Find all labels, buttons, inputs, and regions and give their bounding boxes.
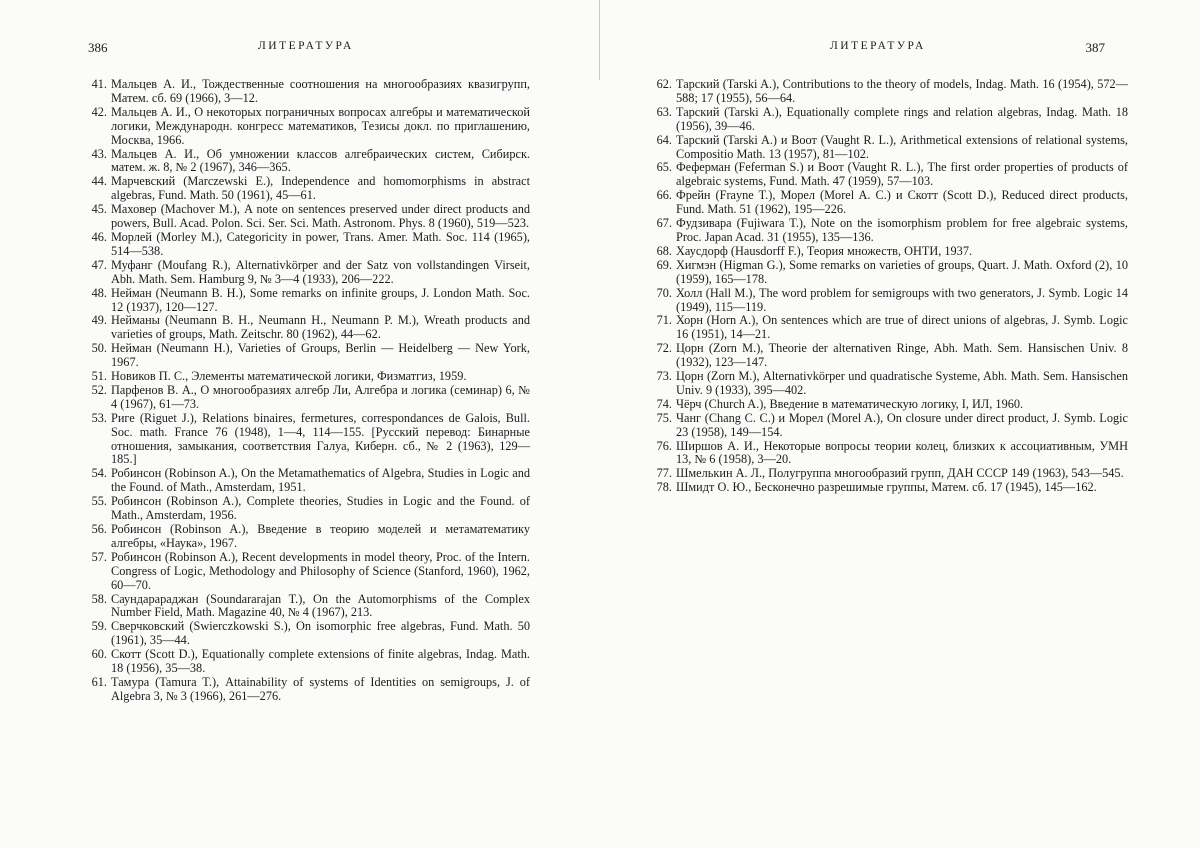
page-number: 386 xyxy=(88,40,108,55)
reference-number: 58. xyxy=(91,591,107,606)
reference-text: Тарский (Tarski A.), Contributions to the theory of models, Indag. Math. 16 (1954), 572—588; 17 (1955), 56—64. xyxy=(676,77,1128,105)
reference-entry xyxy=(650,259,1128,287)
left-page xyxy=(0,0,590,848)
reference-text: Саундарараджан (Soundararajan T.), On the Automorphisms of the Complex Number Field, Math. Magazine 40, № 4 (1967), 213. xyxy=(111,591,530,620)
reference-text: Муфанг (Moufang R.), Alternativkörper and der Satz von vollstandingen Virseit, Abh. Math. Sem. Hamburg 9, № 3—4 (1933), 206—222. xyxy=(111,257,530,286)
reference-entry xyxy=(650,161,1128,189)
reference-number: 72. xyxy=(656,341,672,356)
reference-entry xyxy=(85,78,530,106)
reference-list xyxy=(85,78,530,704)
reference-number: 41. xyxy=(91,77,107,91)
reference-entry xyxy=(650,370,1128,398)
reference-text: Холл (Hall M.), The word problem for semigroups with two generators, J. Symb. Logic 14 (1949), 115—119. xyxy=(676,285,1128,314)
reference-text: Маховер (Machover M.), A note on sentences preserved under direct products and powers, Bull. Acad. Polon. Sci. Ser. Sci. Math. Astronom. Phys. 8 (1960), 519—523. xyxy=(111,202,530,231)
reference-text: Фрейн (Frayne T.), Морел (Morel A. C.) и Скотт (Scott D.), Reduced direct products, Fund. Math. 51 (1962), 195—226. xyxy=(676,188,1128,217)
right-page-header xyxy=(610,40,1200,60)
reference-text: Сверчковский (Swierczkowski S.), On isomorphic free algebras, Fund. Math. 50 (1961), 35—44. xyxy=(111,619,530,648)
reference-text: Чанг (Chang C. C.) и Морел (Morel A.), On closure under direct product, J. Symb. Logic 23 (1958), 149—154. xyxy=(676,410,1128,439)
reference-number: 78. xyxy=(656,480,672,495)
reference-text: Риге (Riguet J.), Relations binaires, fermetures, correspondances de Galois, Bull. Soc. math. France 76 (1948), 1—4, 114—155. [Русский перевод: Бинарные отношения, замыкания, соответствия Галуа, Киберн. сб., № 2 (1963), 129—185.] xyxy=(111,410,530,467)
reference-number: 73. xyxy=(656,369,672,384)
reference-number: 45. xyxy=(91,202,107,217)
reference-entry xyxy=(650,189,1128,217)
reference-text: Феферман (Feferman S.) и Воот (Vaught R. L.), The first order properties of products of algebraic systems, Fund. Math. 47 (1959), 57—103. xyxy=(676,160,1128,189)
reference-number: 49. xyxy=(91,313,107,328)
reference-number: 75. xyxy=(656,410,672,425)
reference-entry xyxy=(85,648,530,676)
reference-entry xyxy=(650,106,1128,134)
reference-entry xyxy=(85,148,530,176)
reference-text: Нейман (Neumann B. H.), Some remarks on infinite groups, J. London Math. Soc. 12 (1937), 120—127. xyxy=(111,285,530,314)
reference-number: 52. xyxy=(91,382,107,397)
reference-entry xyxy=(85,551,530,593)
reference-text: Тарский (Tarski A.) и Воот (Vaught R. L.), Arithmetical extensions of relational systems, Compositio Math. 13 (1957), 81—102. xyxy=(676,132,1128,161)
reference-entry xyxy=(650,287,1128,315)
reference-text: Ширшов А. И., Некоторые вопросы теории колец, близких к ассоциативным, УМН 13, № 6 (1958), 3—20. xyxy=(676,438,1128,467)
reference-number: 51. xyxy=(91,369,107,384)
reference-number: 65. xyxy=(656,160,672,175)
reference-number: 53. xyxy=(91,410,107,425)
reference-number: 54. xyxy=(91,466,107,481)
reference-text: Мальцев А. И., О некоторых пограничных вопросах алгебры и математической логики, Международн. конгресс математиков, Тезисы докл. по приглашению, Москва, 1966. xyxy=(111,104,530,147)
reference-text: Хаусдорф (Hausdorff F.), Теория множеств, ОНТИ, 1937. xyxy=(676,243,973,258)
reference-entry xyxy=(650,467,1128,481)
reference-text: Мальцев А. И., Тождественные соотношения на многообразиях квазигрупп, Матем. сб. 69 (1966), 3—12. xyxy=(111,77,530,105)
reference-text: Новиков П. С., Элементы математической логики, Физматгиз, 1959. xyxy=(111,369,467,384)
reference-text: Морлей (Morley M.), Categoricity in power, Trans. Amer. Math. Soc. 114 (1965), 514—538. xyxy=(111,229,530,258)
reference-entry xyxy=(85,314,530,342)
left-page-header xyxy=(0,40,590,60)
page-gutter xyxy=(590,0,610,848)
running-title: ЛИТЕРАТУРА xyxy=(258,40,354,52)
reference-text: Хигмэн (Higman G.), Some remarks on varieties of groups, Quart. J. Math. Oxford (2), 10 (1959), 165—178. xyxy=(676,257,1128,286)
reference-entry xyxy=(650,217,1128,245)
reference-list xyxy=(650,78,1128,495)
reference-number: 55. xyxy=(91,494,107,509)
reference-number: 42. xyxy=(91,104,107,119)
reference-text: Робинсон (Robinson A.), Recent developments in model theory, Proc. of the Intern. Congress of Logic, Methodology and Philosophy of Science (Stanford, 1960), 1962, 60—70. xyxy=(111,549,530,592)
reference-text: Робинсон (Robinson A.), On the Metamathematics of Algebra, Studies in Logic and the Found. of Math., Amsterdam, 1951. xyxy=(111,466,530,495)
reference-entry xyxy=(650,398,1128,412)
reference-entry xyxy=(85,467,530,495)
right-page xyxy=(610,0,1200,848)
reference-text: Тарский (Tarski A.), Equationally complete rings and relation algebras, Indag. Math. 18 (1956), 39—46. xyxy=(676,104,1128,133)
reference-entry xyxy=(85,676,530,704)
reference-text: Фудзивара (Fujiwara T.), Note on the isomorphism problem for free algebraic systems, Proc. Japan Acad. 31 (1955), 135—136. xyxy=(676,216,1128,244)
reference-number: 67. xyxy=(656,216,672,231)
reference-number: 62. xyxy=(656,77,672,91)
reference-entry xyxy=(85,620,530,648)
reference-number: 66. xyxy=(656,188,672,203)
reference-number: 74. xyxy=(656,396,672,411)
reference-entry xyxy=(85,106,530,148)
reference-text: Скотт (Scott D.), Equationally complete extensions of finite algebras, Indag. Math. 18 (1956), 35—38. xyxy=(111,647,530,676)
reference-entry xyxy=(650,134,1128,162)
reference-entry xyxy=(85,203,530,231)
reference-number: 76. xyxy=(656,438,672,453)
reference-text: Шмидт О. Ю., Бесконечно разрешимые группы, Матем. сб. 17 (1945), 145—162. xyxy=(676,480,1097,495)
reference-entry xyxy=(85,342,530,370)
reference-number: 56. xyxy=(91,522,107,536)
reference-number: 59. xyxy=(91,619,107,634)
reference-number: 71. xyxy=(656,313,672,328)
reference-number: 46. xyxy=(91,229,107,244)
reference-entry xyxy=(650,342,1128,370)
reference-number: 77. xyxy=(656,466,672,481)
page-number: 387 xyxy=(1085,40,1105,55)
reference-number: 64. xyxy=(656,132,672,147)
reference-number: 44. xyxy=(91,174,107,189)
reference-number: 60. xyxy=(91,647,107,662)
reference-entry xyxy=(650,412,1128,440)
reference-entry xyxy=(85,384,530,412)
reference-number: 69. xyxy=(656,257,672,272)
reference-text: Хорн (Horn A.), On sentences which are true of direct unions of algebras, J. Symb. Logic 16 (1951), 14—21. xyxy=(676,313,1128,342)
reference-number: 61. xyxy=(91,674,107,689)
reference-entry xyxy=(650,481,1128,495)
reference-number: 47. xyxy=(91,257,107,272)
reference-entry xyxy=(85,412,530,468)
reference-entry xyxy=(650,440,1128,468)
reference-text: Мальцев А. И., Об умножении классов алгебраических систем, Сибирск. матем. ж. 8, № 2 (1967), 346—365. xyxy=(111,146,530,175)
reference-entry xyxy=(85,259,530,287)
reference-entry xyxy=(85,370,530,384)
reference-number: 57. xyxy=(91,549,107,564)
reference-text: Робинсон (Robinson A.), Введение в теорию моделей и метаматематику алгебры, «Наука», 1967. xyxy=(111,522,530,550)
reference-number: 43. xyxy=(91,146,107,161)
reference-entry xyxy=(85,175,530,203)
reference-number: 50. xyxy=(91,341,107,356)
reference-text: Шмелькин А. Л., Полугруппа многообразий групп, ДАН СССР 149 (1963), 543—545. xyxy=(676,466,1124,481)
reference-number: 63. xyxy=(656,104,672,119)
reference-entry xyxy=(85,231,530,259)
reference-text: Чёрч (Church A.), Введение в математическую логику, I, ИЛ, 1960. xyxy=(676,396,1024,411)
reference-entry xyxy=(85,287,530,315)
reference-text: Марчевский (Marczewski E.), Independence and homomorphisms in abstract algebras, Fund. Math. 50 (1961), 45—61. xyxy=(111,174,530,203)
reference-text: Робинсон (Robinson A.), Complete theories, Studies in Logic and the Found. of Math., Amsterdam, 1956. xyxy=(111,494,530,523)
reference-text: Цорн (Zorn M.), Alternativkörper und quadratische Systeme, Abh. Math. Sem. Hansischen Univ. 9 (1933), 395—402. xyxy=(676,369,1128,397)
reference-entry xyxy=(650,78,1128,106)
reference-entry xyxy=(650,314,1128,342)
reference-entry xyxy=(650,245,1128,259)
reference-number: 70. xyxy=(656,285,672,300)
reference-entry xyxy=(85,593,530,621)
reference-entry xyxy=(85,495,530,523)
reference-text: Парфенов В. А., О многообразиях алгебр Ли, Алгебра и логика (семинар) 6, № 4 (1967), 61—73. xyxy=(111,382,530,411)
reference-text: Нейманы (Neumann B. H., Neumann H., Neumann P. M.), Wreath products and varieties of groups, Math. Zeitschr. 80 (1962), 44—62. xyxy=(111,313,530,342)
reference-text: Нейман (Neumann H.), Varieties of Groups, Berlin — Heidelberg — New York, 1967. xyxy=(111,341,530,370)
reference-text: Тамура (Tamura T.), Attainability of systems of Identities on semigroups, J. of Algebra 3, № 3 (1966), 261—276. xyxy=(111,674,530,703)
reference-entry xyxy=(85,523,530,551)
reference-text: Цорн (Zorn M.), Theorie der alternativen Ringe, Abh. Math. Sem. Hansischen Univ. 8 (1932), 123—147. xyxy=(676,341,1128,370)
reference-number: 48. xyxy=(91,285,107,300)
running-title: ЛИТЕРАТУРА xyxy=(830,40,926,52)
reference-number: 68. xyxy=(656,243,672,258)
